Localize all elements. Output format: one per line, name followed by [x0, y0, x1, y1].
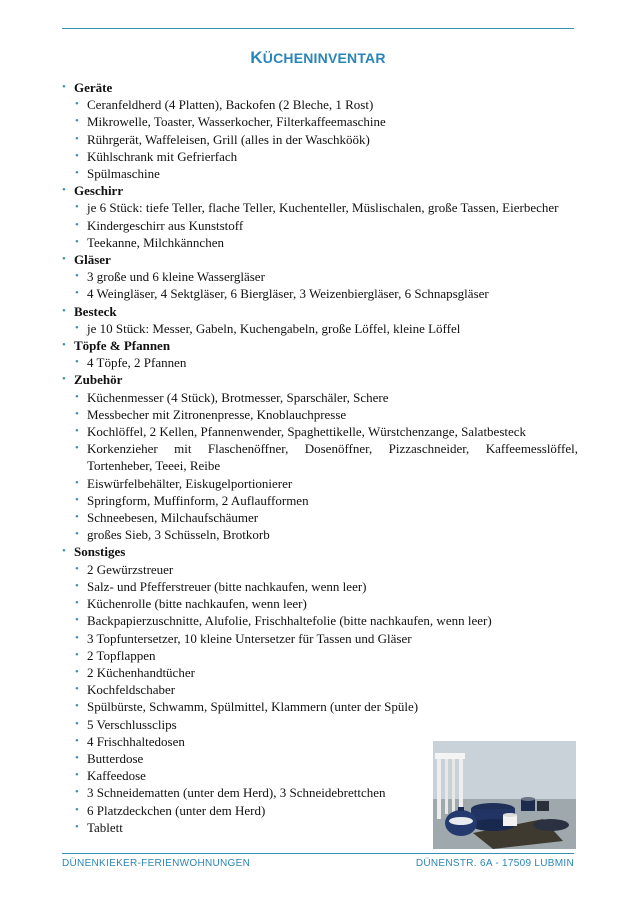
- inventory-item: • Küchenmesser (4 Stück), Brotmesser, Sparschäler, Schere: [74, 389, 578, 406]
- inventory-item: • Schneebesen, Milchaufschäumer: [74, 509, 578, 526]
- inventory-item: • Butterdose: [74, 750, 578, 767]
- inventory-item: • 5 Verschlussclips: [74, 716, 578, 733]
- category-items: [74, 354, 578, 371]
- footer-rule: [62, 853, 574, 854]
- category-item: [62, 371, 578, 543]
- inventory-item: • Backpapierzuschnitte, Alufolie, Frischhaltefolie (bitte nachkaufen, wenn leer): [74, 612, 578, 629]
- category-item: [62, 182, 578, 251]
- page-title: [0, 48, 636, 68]
- inventory-item: • Kühlschrank mit Gefrierfach: [74, 148, 578, 165]
- inventory-item: • Eiswürfelbehälter, Eiskugelportionierer: [74, 475, 578, 492]
- inventory-item: • 3 große und 6 kleine Wassergläser: [74, 268, 578, 285]
- inventory-item: • großes Sieb, 3 Schüsseln, Brotkorb: [74, 526, 578, 543]
- category-label: • Gläser: [74, 252, 111, 268]
- inventory-item: • Mikrowelle, Toaster, Wasserkocher, Filterkaffeemaschine: [74, 113, 578, 130]
- inventory-item: • Salz- und Pfefferstreuer (bitte nachkaufen, wenn leer): [74, 578, 578, 595]
- inventory-item: • je 10 Stück: Messer, Gabeln, Kuchengabeln, große Löffel, kleine Löffel: [74, 320, 578, 337]
- page-title-initial: K: [250, 48, 263, 67]
- category-label: • Geschirr: [74, 183, 124, 199]
- category-items: [74, 96, 578, 182]
- kitchen-photo: [433, 741, 576, 849]
- category-items: [74, 268, 578, 302]
- category-list: [62, 79, 578, 836]
- inventory-item: • Kochlöffel, 2 Kellen, Pfannenwender, Spaghettikelle, Würstchenzange, Salatbesteck: [74, 423, 578, 440]
- header-rule: [62, 28, 574, 29]
- inventory-item: • 4 Weingläser, 4 Sektgläser, 6 Biergläser, 3 Weizenbiergläser, 6 Schnapsgläser: [74, 285, 578, 302]
- inventory-item: • Kindergeschirr aus Kunststoff: [74, 217, 578, 234]
- inventory-item: • Tablett: [74, 819, 578, 836]
- inventory-item: • Korkenzieher mit Flaschenöffner, Dosenöffner, Pizzaschneider, Kaffeemesslöffel, Tortenheber, Teeei, Reibe: [74, 440, 578, 474]
- inventory-item: • Ceranfeldherd (4 Platten), Backofen (2 Bleche, 1 Rost): [74, 96, 578, 113]
- inventory-item: • 2 Küchenhandtücher: [74, 664, 578, 681]
- inventory-item: • Küchenrolle (bitte nachkaufen, wenn leer): [74, 595, 578, 612]
- category-item: [62, 79, 578, 182]
- inventory-item: • 4 Frischhaltedosen: [74, 733, 578, 750]
- inventory-item: • 2 Topflappen: [74, 647, 578, 664]
- category-items: [74, 389, 578, 544]
- inventory-item: • 2 Gewürzstreuer: [74, 561, 578, 578]
- category-item: [62, 303, 578, 337]
- inventory-item: • 4 Töpfe, 2 Pfannen: [74, 354, 578, 371]
- category-label: • Besteck: [74, 303, 117, 319]
- kitchen-photo-image: [433, 741, 576, 849]
- category-item: [62, 337, 578, 371]
- inventory-list: [62, 79, 578, 836]
- inventory-item: • 6 Platzdeckchen (unter dem Herd): [74, 802, 578, 819]
- category-items: [74, 199, 578, 251]
- footer-address: DÜNENSTR. 6A - 17509 LUBMIN: [415, 858, 574, 869]
- inventory-item: • Teekanne, Milchkännchen: [74, 234, 578, 251]
- category-label: • Töpfe & Pfannen: [74, 338, 171, 354]
- category-items: [74, 320, 578, 337]
- inventory-item: • 3 Schneidematten (unter dem Herd), 3 Schneidebrettchen: [74, 784, 578, 801]
- inventory-item: • 3 Topfuntersetzer, 10 kleine Untersetzer für Tassen und Gläser: [74, 630, 578, 647]
- category-item: [62, 251, 578, 303]
- inventory-item: • Springform, Muffinform, 2 Auflaufformen: [74, 492, 578, 509]
- inventory-item: • Spülbürste, Schwamm, Spülmittel, Klammern (unter der Spüle): [74, 698, 578, 715]
- inventory-item: • Spülmaschine: [74, 165, 578, 182]
- inventory-item: • Rührgerät, Waffeleisen, Grill (alles in der Waschköök): [74, 131, 578, 148]
- page-title-rest: ÜCHENINVENTAR: [262, 50, 386, 66]
- inventory-item: • Messbecher mit Zitronenpresse, Knoblauchpresse: [74, 406, 578, 423]
- category-label: • Geräte: [74, 80, 113, 95]
- inventory-item: • je 6 Stück: tiefe Teller, flache Teller, Kuchenteller, Müslischalen, große Tassen, Eierbecher: [74, 199, 578, 216]
- category-label: • Sonstiges: [74, 544, 126, 560]
- category-label: • Zubehör: [74, 372, 123, 388]
- inventory-item: • Kaffeedose: [74, 767, 578, 784]
- footer-company: DÜNENKIEKER-FERIENWOHNUNGEN: [62, 858, 251, 869]
- inventory-item: • Kochfeldschaber: [74, 681, 578, 698]
